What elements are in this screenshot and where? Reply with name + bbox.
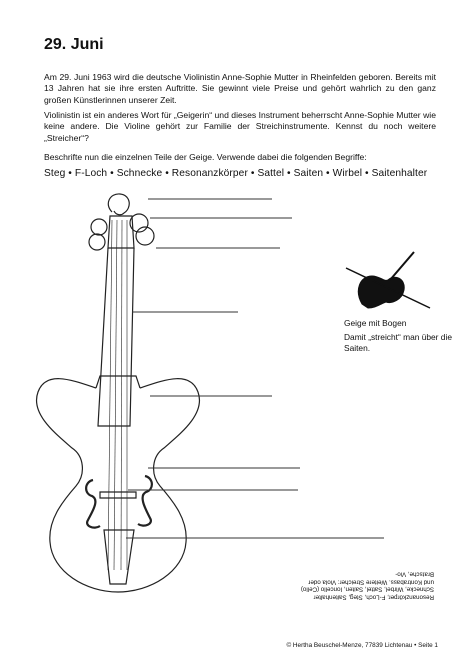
f-hole-right	[138, 476, 152, 526]
violin-with-bow-illustration	[346, 252, 430, 308]
intro-paragraph: Am 29. Juni 1963 wird die deutsche Violinistin Anne-Sophie Mutter in Rheinfelden geboren. Bereits mit 13 Jahren hat sie ihre ersten Auftritte. Sie gewinnt viele Preise und gehört wahrlich zu den ganz großen Künstlerinnen unserer Zeit.	[44, 72, 436, 105]
violin-paragraph: Violinistin ist ein anderes Wort für „Geigerin“ und dieses Instrument beherrscht Anne-Sophie Mutter wie keine andere. Die Violine gehört zur Familie der Streichinstrumente. Kennst du noch weitere „Streicher“?	[44, 110, 436, 143]
violin-diagram	[0, 180, 474, 600]
image-caption-title: Geige mit Bogen	[344, 318, 407, 328]
page-title: 29. Juni	[44, 36, 104, 53]
image-caption-text: Damit „streicht“ man über die Saiten.	[344, 332, 452, 353]
f-hole-left	[86, 480, 100, 528]
violin-scroll	[108, 194, 129, 215]
footer: © Hertha Beuschel-Menze, 77839 Lichtenau • Seite 1	[286, 642, 438, 649]
violin-peg	[89, 234, 105, 250]
answer-key: Resonanzkörper, F-Loch, Steg, Saitenhalter Schnecke, Wirbel, Sattel, Saiten, Ioncello (Cello) und Kontrabass. Weitere Streicher: Viola oder Bratsche, Vio-	[300, 570, 434, 601]
instruction-text: Beschrifte nun die einzelnen Teile der Geige. Verwende dabei die folgenden Begriffe:	[44, 152, 367, 162]
term-list: Steg • F-Loch • Schnecke • Resonanzkörper • Sattel • Saiten • Wirbel • Saitenhalter	[44, 168, 428, 179]
violin-bridge	[100, 492, 136, 498]
violin-peg	[91, 219, 107, 235]
violin-body	[37, 379, 200, 592]
